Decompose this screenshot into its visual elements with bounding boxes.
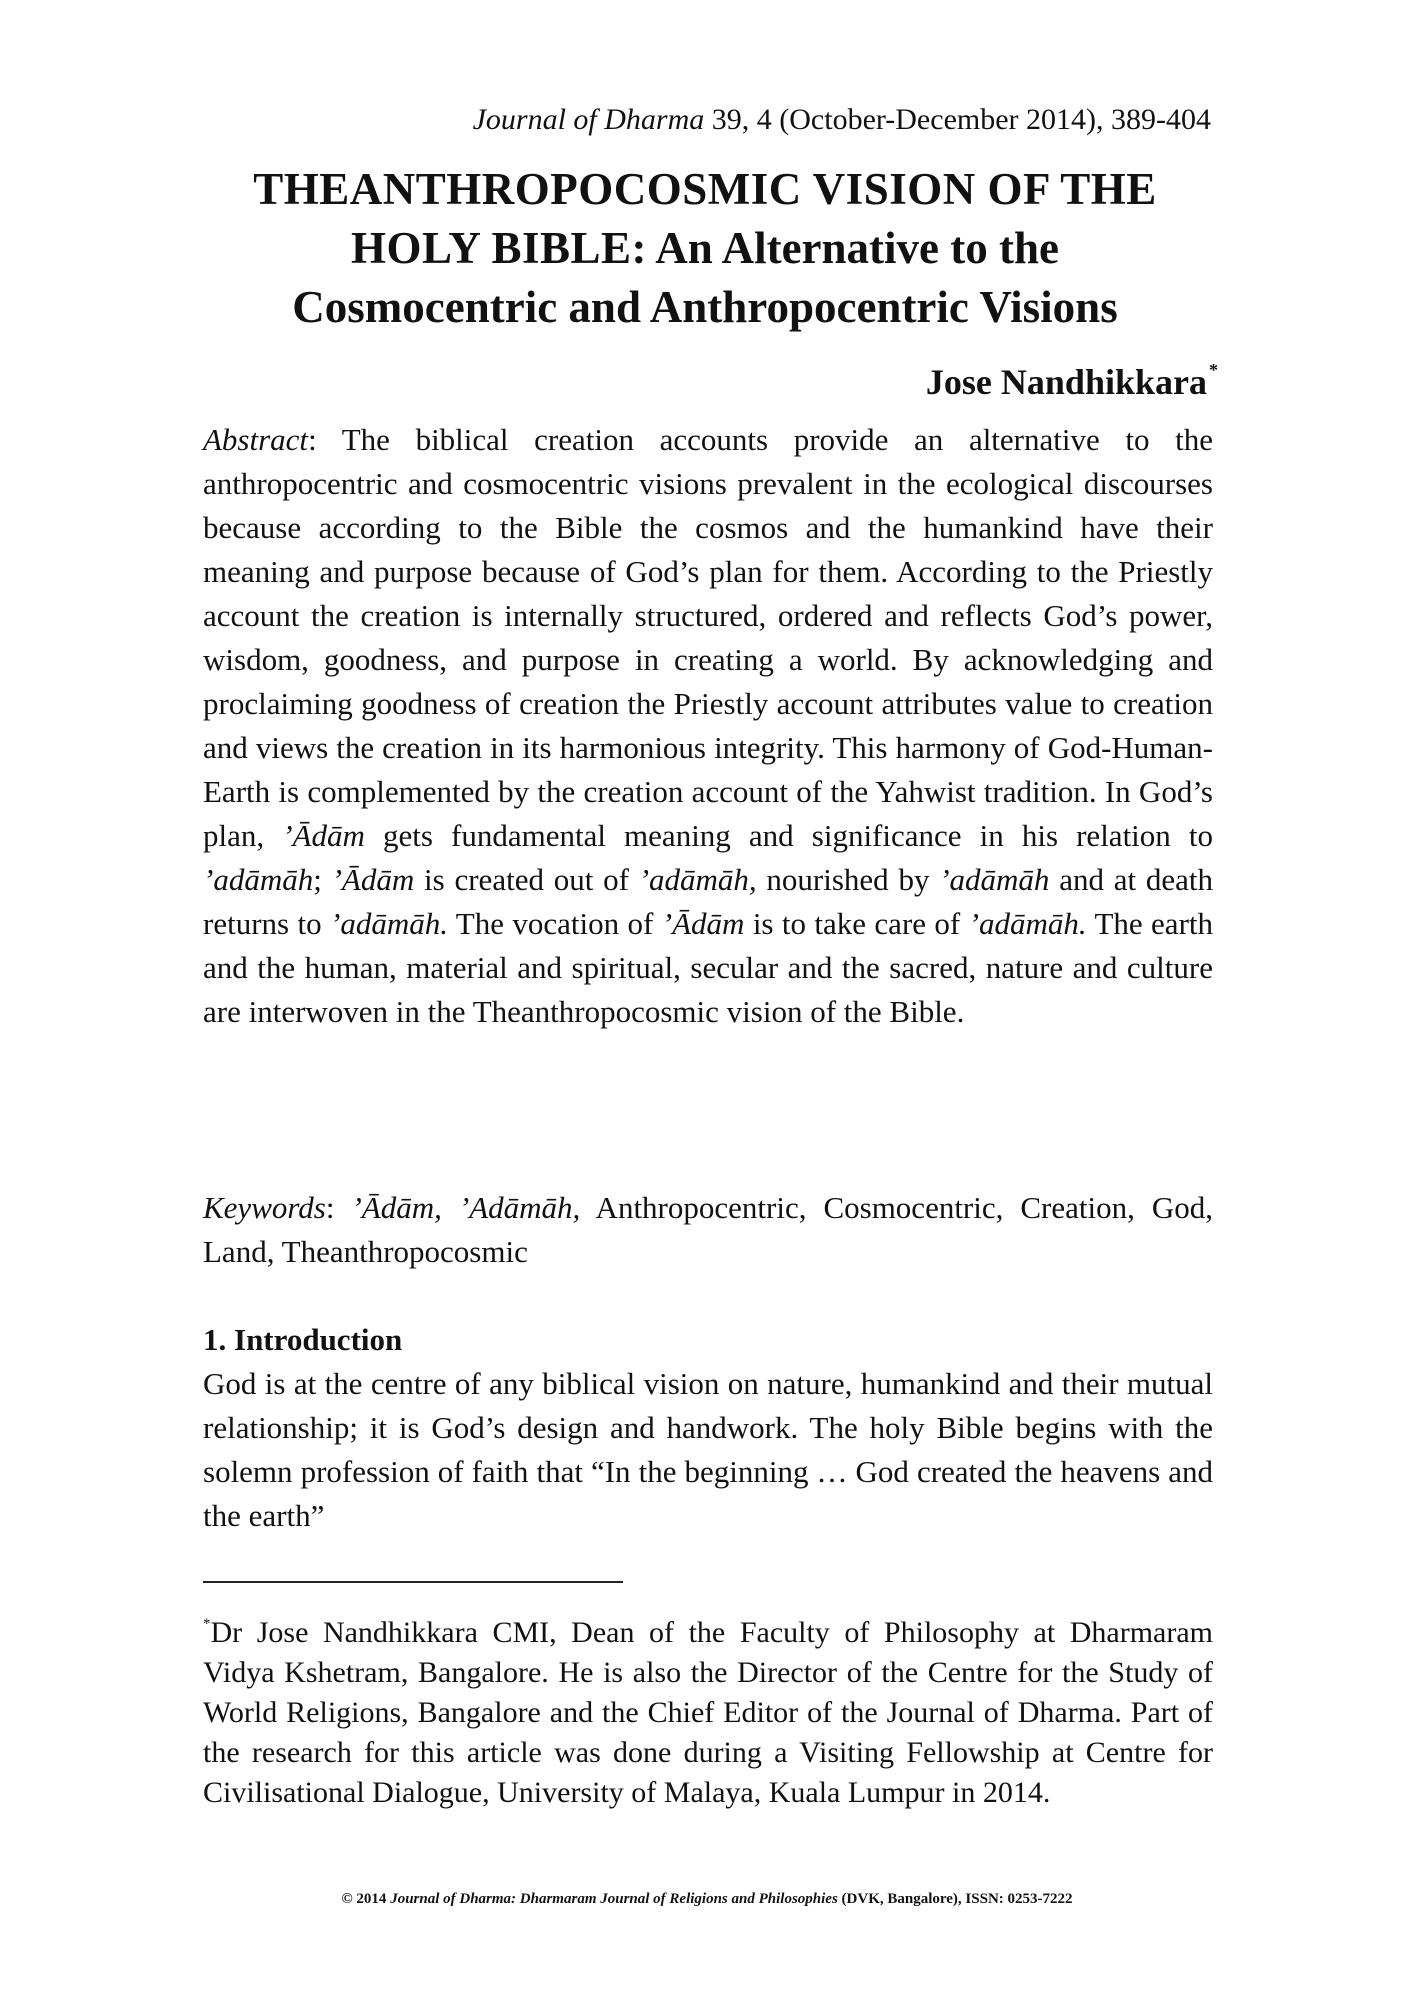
author-footnote-mark: * — [1209, 360, 1218, 380]
keywords-list: Anthropocentric, Cosmocentric, Creation, God, Land, Theanthropocosmic — [203, 1190, 1213, 1269]
copyright-prefix: © 2014 — [341, 1891, 391, 1907]
journal-citation — [473, 100, 1211, 140]
keywords-colon: : — [325, 1190, 352, 1225]
abstract-text: The vocation of — [447, 906, 662, 941]
abstract-text: : The biblical creation accounts provide an alternative to the anthropocentric and cosmocentric visions prevalent in the ecological discourses because according to the Bible the cosmos and the humankind have their meaning and purpose because of God’s plan for them. According to the Priestly account the creation is internally structured, ordered and reflects God’s power, wisdom, goodness, and purpose in creating a world. By acknowledging and proclaiming goodness of creation the Priestly account attributes value to creation and views the creation in its harmonious integrity. This harmony of God-Human-Earth is complemented by the creation account of the Yahwist tradition. In God’s plan, — [203, 422, 1213, 853]
journal-name: Journal of Dharma — [472, 103, 705, 136]
keywords-label: Keywords — [203, 1190, 326, 1225]
title-line-1: THEANTHROPOCOSMIC VISION OF THE — [253, 164, 1157, 214]
abstract-text: nourished by — [756, 862, 940, 897]
term-adamah: ’adāmāh. — [330, 906, 448, 941]
footnote-divider — [203, 1581, 623, 1583]
term-adamah: ’adāmāh. — [968, 906, 1087, 941]
term-adamah: ’adāmāh — [939, 862, 1050, 897]
author-byline — [926, 348, 1218, 404]
keyword-adamah: ’Adāmāh, — [458, 1190, 581, 1225]
keywords-space — [442, 1190, 459, 1225]
abstract-label: Abstract — [203, 422, 309, 457]
introduction-paragraph: God is at the centre of any biblical vision on nature, humankind and their mutual relationship; it is God’s design and handwork. The holy Bible begins with the solemn profession of faith that “In the beginning … God created the heavens and the earth” — [203, 1366, 1213, 1533]
abstract-text: The earth and the human, material and spiritual, secular and the sacred, nature and culture are interwoven in the Theanthropocosmic vision of the Bible. — [203, 906, 1214, 1029]
section-heading-introduction: 1. Introduction — [203, 1322, 403, 1357]
author-footnote — [203, 1604, 1213, 1813]
footnote-mark: * — [203, 1616, 211, 1632]
copyright-line — [0, 1889, 1414, 1909]
copyright-journal: Journal of Dharma: Dharmaram Journal of Religions and Philosophies — [390, 1891, 838, 1907]
title-line-2-rest: : An Alternative to the — [631, 223, 1059, 273]
abstract-text: gets fundamental meaning and significance in his relation to — [364, 818, 1214, 853]
footnote-text: Dr Jose Nandhikkara CMI, Dean of the Faculty of Philosophy at Dharmaram Vidya Kshetram, Bangalore. He is also the Director of the Centre for the Study of World Religions, Bangalore and the Chief Editor of the Journal of Dharma. Part of the research for this article was done during a Visiting Fellowship at Centre for Civilisational Dialogue, University of Malaya, Kuala Lumpur in 2014. — [203, 1616, 1213, 1809]
title-line-3: Cosmocentric and Anthropocentric Visions — [292, 282, 1118, 332]
article-title — [190, 160, 1220, 337]
author-name: Jose Nandhikkara — [925, 362, 1207, 402]
copyright-suffix: (DVK, Bangalore), ISSN: 0253-7222 — [837, 1891, 1073, 1907]
issue-info: 39, 4 (October-December 2014), 389-404 — [704, 103, 1211, 136]
abstract-paragraph — [203, 418, 1213, 1034]
abstract-text: and at death returns to — [203, 862, 1213, 941]
term-adamah: ’adāmāh — [203, 862, 314, 897]
abstract-text: is to take care of — [744, 906, 969, 941]
term-adamah: ’adāmāh, — [638, 862, 757, 897]
abstract-text: ; — [313, 862, 332, 897]
keyword-adam: ’Ādām, — [351, 1190, 442, 1225]
term-adam: ’Ādām — [331, 862, 415, 897]
term-adam: ’Ādām — [661, 906, 745, 941]
title-line-2-caps: HOLY BIBLE — [351, 223, 632, 273]
title-line-2 — [190, 219, 1220, 278]
keywords-paragraph — [203, 1186, 1213, 1274]
term-adam: ’Ādām — [282, 818, 365, 853]
abstract-text: is created out of — [414, 862, 639, 897]
